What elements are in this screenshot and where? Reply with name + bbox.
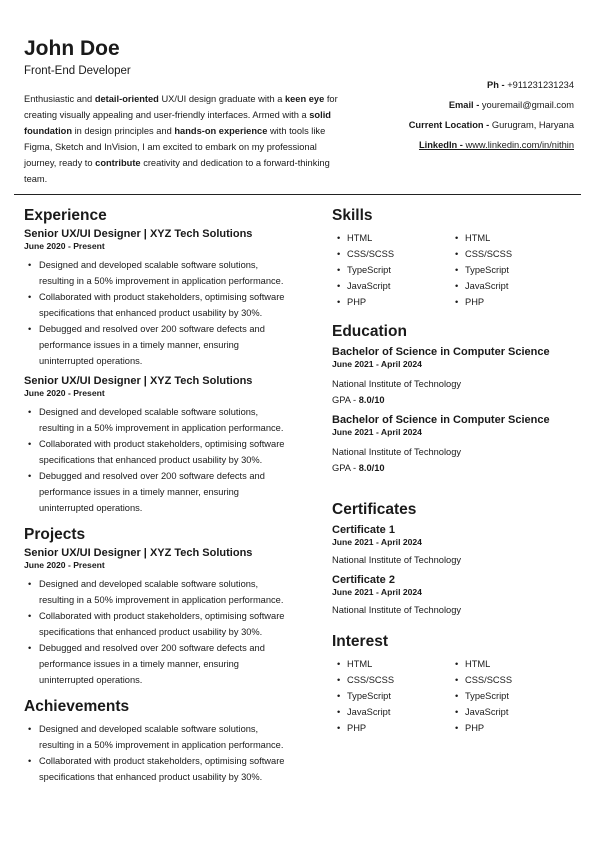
bullet-dot: • (28, 471, 32, 481)
bullet-dot: • (455, 675, 459, 685)
list-item (450, 672, 568, 688)
summary-highlight: solid foundation (24, 110, 331, 136)
bullet-line (24, 321, 314, 337)
bullet-line (24, 468, 314, 484)
bullet-dot: • (337, 249, 341, 259)
linkedin-url[interactable]: www.linkedin.com/in/nithin (465, 140, 574, 150)
list-item (332, 688, 450, 704)
bullet-dot: • (337, 659, 341, 669)
list-item (450, 656, 568, 672)
bullet-list (24, 404, 314, 516)
bullet-line (24, 576, 314, 592)
bullet-line (24, 337, 314, 353)
list-item-text: CSS/SCSS (347, 675, 395, 685)
bullet-line (24, 289, 314, 305)
experience-section-heading: Experience (24, 207, 107, 224)
experience-section (24, 206, 314, 516)
skills-section-list (332, 230, 577, 310)
bullet-text: performance issues in a timely manner, ensuring (39, 487, 239, 497)
bullet-text: resulting in a 50% improvement in application performance. (39, 595, 284, 605)
bullet-text: performance issues in a timely manner, ensuring (39, 340, 239, 350)
candidate-name: John Doe (24, 37, 120, 60)
summary-text: for creating visually appealing and user-friendly interfaces. Armed with a (24, 94, 338, 120)
bullet-dot: • (337, 707, 341, 717)
bullet-dot: • (455, 233, 459, 243)
bullet-line (24, 721, 314, 737)
list-item (332, 672, 450, 688)
list-item (332, 262, 450, 278)
list-item (332, 278, 450, 294)
bullet-text: Designed and developed scalable software solutions, (39, 724, 259, 734)
bullet-dot: • (28, 260, 32, 270)
list-item-text: HTML (465, 659, 491, 669)
list-item-text: PHP (347, 297, 367, 307)
bullet-text: specifications that enhanced product usability by 30%. (39, 308, 263, 318)
bullet-text: Designed and developed scalable software solutions, (39, 407, 259, 417)
list-item (332, 294, 450, 310)
bullet-line (24, 257, 314, 273)
certificate-name: Certificate 1 (332, 524, 395, 536)
bullet-dot: • (28, 579, 32, 589)
bullet-text: specifications that enhanced product usability by 30%. (39, 627, 263, 637)
bullet-line (24, 592, 314, 608)
list-item (450, 720, 568, 736)
bullet-line (24, 353, 314, 369)
skills-section (332, 206, 577, 310)
certificate-name: Certificate 2 (332, 574, 395, 586)
bullet-dot: • (28, 611, 32, 621)
bullet-line (24, 737, 314, 753)
list-item-text: JavaScript (465, 707, 509, 717)
certificates-section (332, 500, 577, 616)
bullet-line (24, 500, 314, 516)
projects-section (24, 525, 314, 688)
bullet-dot: • (28, 439, 32, 449)
summary-highlight: detail-oriented (94, 94, 159, 104)
list-item (332, 656, 450, 672)
header-divider (14, 194, 581, 195)
gpa-label: GPA - (332, 463, 359, 473)
bullet-line (24, 273, 314, 289)
summary-text: in design principles and (72, 126, 175, 136)
bullet-text: Debugged and resolved over 200 software defects and (39, 471, 265, 481)
bullet-line (24, 672, 314, 688)
list-item (450, 278, 568, 294)
certificates-section-heading: Certificates (332, 501, 417, 518)
bullet-dot: • (337, 675, 341, 685)
list-item (450, 704, 568, 720)
gpa-label: GPA - (332, 395, 359, 405)
bullet-line (24, 452, 314, 468)
bullet-text: specifications that enhanced product usability by 30%. (39, 455, 263, 465)
achievements-section (24, 697, 314, 785)
summary-text: Enthusiastic and (24, 94, 95, 104)
bullet-line (24, 656, 314, 672)
bullet-line (24, 484, 314, 500)
bullet-dot: • (455, 659, 459, 669)
entry-title: Senior UX/UI Designer | XYZ Tech Solutions (24, 547, 253, 559)
entry-date: June 2021 - April 2024 (332, 587, 422, 597)
summary-text: with tools like Figma, Sketch and InVision, I am excited to embark on my professional journey, ready to (24, 126, 326, 168)
list-item-text: HTML (465, 233, 491, 243)
list-item (450, 294, 568, 310)
interest-section (332, 632, 577, 736)
bullet-dot: • (337, 297, 341, 307)
list-item-text: PHP (347, 723, 367, 733)
right-column (332, 206, 577, 736)
email-value: youremail@gmail.com (481, 100, 574, 110)
entry-date: June 2021 - April 2024 (332, 359, 422, 369)
projects-section-heading: Projects (24, 526, 86, 543)
bullet-line (24, 769, 314, 785)
list-item-text: PHP (465, 723, 485, 733)
phone-value: +911231231234 (507, 80, 574, 90)
degree-title: Bachelor of Science in Computer Science (332, 414, 550, 426)
list-item (450, 262, 568, 278)
summary-highlight: hands-on experience (174, 126, 268, 136)
bullet-text: Designed and developed scalable software solutions, (39, 260, 259, 270)
bullet-text: uninterrupted operations. (39, 356, 143, 366)
summary-text: creativity and dedication to a forward-thinking team. (24, 158, 330, 184)
bullet-line (24, 624, 314, 640)
bullet-text: resulting in a 50% improvement in application performance. (39, 423, 284, 433)
list-item-text: TypeScript (465, 265, 509, 275)
bullet-line (24, 436, 314, 452)
list-item-text: PHP (465, 297, 485, 307)
bullet-text: performance issues in a timely manner, ensuring (39, 659, 239, 669)
contact-block (409, 75, 574, 155)
bullet-list (24, 257, 314, 369)
list-item-text: CSS/SCSS (465, 249, 513, 259)
list-item-text: HTML (347, 233, 373, 243)
list-item (332, 230, 450, 246)
bullet-dot: • (337, 723, 341, 733)
bullet-dot: • (28, 643, 32, 653)
bullet-text: uninterrupted operations. (39, 503, 143, 513)
bullet-dot: • (28, 407, 32, 417)
gpa-value: 8.0/10 (358, 395, 385, 405)
linkedin-label: LinkedIn - (418, 140, 466, 150)
bullet-line (24, 608, 314, 624)
bullet-dot: • (455, 265, 459, 275)
degree-title: Bachelor of Science in Computer Science (332, 346, 550, 358)
entry-date: June 2021 - April 2024 (332, 537, 422, 547)
bullet-line (24, 420, 314, 436)
list-item-text: JavaScript (347, 707, 391, 717)
list-item (332, 720, 450, 736)
interest-section-heading: Interest (332, 633, 388, 650)
bullet-dot: • (28, 756, 32, 766)
entry-date: June 2020 - Present (24, 388, 105, 398)
bullet-text: resulting in a 50% improvement in application performance. (39, 740, 284, 750)
school-name: National Institute of Technology (332, 379, 462, 389)
bullet-text: Designed and developed scalable software solutions, (39, 579, 259, 589)
list-item (450, 688, 568, 704)
entry-date: June 2020 - Present (24, 241, 105, 251)
bullet-line (24, 404, 314, 420)
contact-linkedin-link[interactable] (409, 135, 574, 155)
education-section-heading: Education (332, 323, 407, 340)
bullet-dot: • (28, 724, 32, 734)
entry-date: June 2021 - April 2024 (332, 427, 422, 437)
bullet-text: Collaborated with product stakeholders, optimising software (39, 611, 285, 621)
gpa-line (332, 394, 577, 406)
skills-section-heading: Skills (332, 207, 373, 224)
entry-title: Senior UX/UI Designer | XYZ Tech Solutions (24, 228, 253, 240)
bullet-text: Debugged and resolved over 200 software defects and (39, 324, 265, 334)
bullet-text: Debugged and resolved over 200 software defects and (39, 643, 265, 653)
gpa-value: 8.0/10 (358, 463, 385, 473)
list-item (332, 704, 450, 720)
bullet-text: uninterrupted operations. (39, 675, 143, 685)
contact-location (409, 115, 574, 135)
bullet-dot: • (455, 707, 459, 717)
summary-highlight: contribute (95, 158, 141, 168)
bullet-dot: • (337, 233, 341, 243)
school-name: National Institute of Technology (332, 447, 462, 457)
bullet-dot: • (455, 297, 459, 307)
bullet-line (24, 753, 314, 769)
phone-label: Ph - (487, 80, 508, 90)
gpa-line (332, 462, 577, 474)
bullet-dot: • (28, 292, 32, 302)
bullet-text: Collaborated with product stakeholders, optimising software (39, 439, 285, 449)
bullet-dot: • (337, 691, 341, 701)
bullet-line (24, 640, 314, 656)
summary-highlight: keen eye (284, 94, 325, 104)
bullet-line (24, 305, 314, 321)
location-label: Current Location - (408, 120, 492, 130)
profile-summary (24, 91, 346, 187)
certificate-issuer: National Institute of Technology (332, 555, 462, 565)
contact-phone (409, 75, 574, 95)
candidate-role: Front-End Developer (24, 65, 131, 77)
bullet-dot: • (337, 281, 341, 291)
interest-section-list (332, 656, 577, 736)
bullet-dot: • (28, 324, 32, 334)
list-item (332, 246, 450, 262)
list-item-text: CSS/SCSS (465, 675, 513, 685)
bullet-dot: • (337, 265, 341, 275)
list-item-text: HTML (347, 659, 373, 669)
bullet-text: Collaborated with product stakeholders, optimising software (39, 756, 285, 766)
list-item-text: TypeScript (465, 691, 509, 701)
bullet-list (24, 721, 314, 785)
bullet-dot: • (455, 723, 459, 733)
left-column (24, 206, 314, 785)
list-item-text: TypeScript (347, 265, 391, 275)
achievements-section-heading: Achievements (24, 698, 130, 715)
bullet-dot: • (455, 281, 459, 291)
list-item-text: TypeScript (347, 691, 391, 701)
bullet-text: resulting in a 50% improvement in application performance. (39, 276, 284, 286)
bullet-dot: • (455, 691, 459, 701)
entry-title: Senior UX/UI Designer | XYZ Tech Solutions (24, 375, 253, 387)
list-item (450, 246, 568, 262)
certificate-issuer: National Institute of Technology (332, 605, 462, 615)
contact-email (409, 95, 574, 115)
education-section (332, 322, 577, 474)
list-item-text: JavaScript (347, 281, 391, 291)
entry-date: June 2020 - Present (24, 560, 105, 570)
location-value: Gurugram, Haryana (491, 120, 574, 130)
list-item-text: CSS/SCSS (347, 249, 395, 259)
bullet-list (24, 576, 314, 688)
summary-text: UX/UI design graduate with a (158, 94, 285, 104)
bullet-dot: • (455, 249, 459, 259)
bullet-text: specifications that enhanced product usability by 30%. (39, 772, 263, 782)
email-label: Email - (448, 100, 482, 110)
list-item (450, 230, 568, 246)
list-item-text: JavaScript (465, 281, 509, 291)
bullet-text: Collaborated with product stakeholders, optimising software (39, 292, 285, 302)
